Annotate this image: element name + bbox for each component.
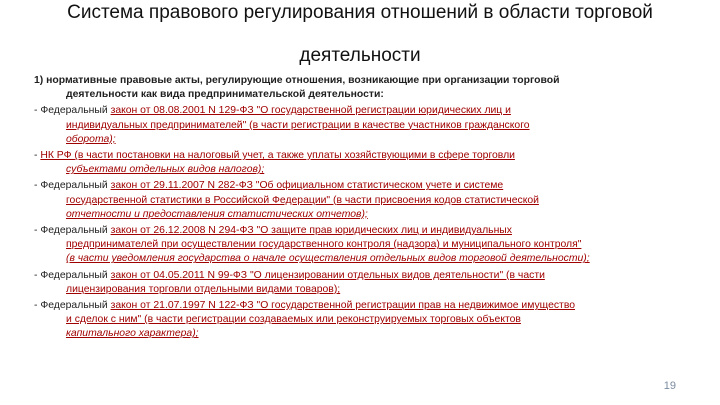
law-link-continuation[interactable]: индивидуальных предпринимателей" (в части регистрации в качестве участников гражданского [66, 119, 530, 131]
law-link-continuation[interactable]: субъектами отдельных видов налогов); [66, 164, 265, 176]
law-prefix: - Федеральный [34, 269, 111, 281]
law-link-continuation[interactable]: капитального характера); [66, 328, 199, 340]
law-link[interactable]: закон от 04.05.2011 N 99-ФЗ "О лицензировании отдельных видов деятельности" (в части [110, 269, 545, 281]
law-link-continuation[interactable]: и сделок с ним" (в части регистрации создаваемых или реконструируемых торговых объектов [66, 314, 521, 326]
law-item [34, 224, 684, 267]
slide-title-line-1: Система правового регулирования отношений в области торговой [67, 2, 653, 23]
intro-paragraph [34, 74, 684, 102]
law-item [34, 149, 684, 177]
law-item [34, 179, 684, 222]
law-prefix: - Федеральный [34, 300, 111, 312]
law-prefix: - Федеральный [34, 180, 111, 192]
law-prefix: - Федеральный [34, 225, 111, 237]
intro-continuation: деятельности как вида предпринимательской деятельности: [66, 89, 384, 101]
intro-first-line: 1) нормативные правовые акты, регулирующие отношения, возникающие при организации торговой [34, 75, 560, 86]
slide-body [34, 74, 684, 344]
law-link[interactable]: закон от 08.08.2001 N 129-ФЗ "О государственной регистрации юридических лиц и [110, 105, 511, 117]
law-link[interactable]: закон от 26.12.2008 N 294-ФЗ "О защите прав юридических лиц и индивидуальных [110, 225, 512, 237]
page-number: 19 [663, 380, 676, 392]
law-link-continuation[interactable]: предпринимателей при осуществлении государственного контроля (надзора) и муниципального контроля" [66, 239, 582, 251]
law-link-continuation[interactable]: отчетности и предоставления статистических отчетов); [66, 208, 368, 220]
law-link[interactable]: закон от 21.07.1997 N 122-ФЗ "О государственной регистрации прав на недвижимое имущество [110, 300, 575, 312]
law-link-continuation[interactable]: лицензирования торговли отдельными видами товаров); [66, 283, 341, 295]
law-link-continuation[interactable]: государственной статистики в Российской Федерации" (в части присвоения кодов статистической [66, 194, 539, 206]
law-link[interactable]: закон от 29.11.2007 N 282-ФЗ "Об официальном статистическом учете и системе [110, 180, 504, 192]
law-item [34, 104, 684, 147]
slide-title-line-2: деятельности [299, 45, 421, 66]
law-link-continuation[interactable]: оборота); [66, 133, 116, 145]
law-prefix: - [34, 150, 41, 162]
law-item [34, 269, 684, 297]
law-item [34, 299, 684, 342]
law-prefix: - Федеральный [34, 105, 111, 117]
law-link[interactable]: НК РФ (в части постановки на налоговый учет, а также уплаты хозяйствующими в сфере торговли [40, 150, 515, 162]
law-link-continuation[interactable]: (в части уведомления государства о начале осуществления отдельных видов торговой деятельности); [66, 253, 590, 265]
